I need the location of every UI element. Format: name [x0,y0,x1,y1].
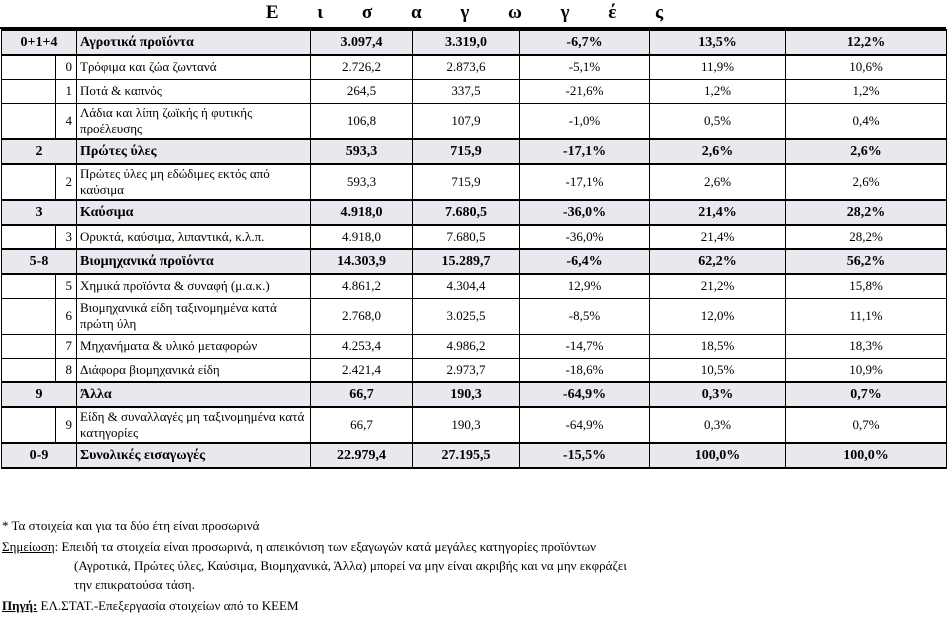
category-code: 5-8 [2,249,77,274]
value-year-2: 7.680,5 [413,200,520,225]
category-row [2,200,947,225]
subcategory-code: 2 [56,164,77,200]
indent-cell [2,407,56,443]
percent-change: -17,1% [520,164,650,200]
share-year-1: 21,4% [650,225,786,249]
percent-change: -17,1% [520,139,650,164]
value-year-1: 66,7 [311,382,413,407]
percent-change: -6,7% [520,30,650,55]
value-year-1: 4.918,0 [311,200,413,225]
source-label: Πηγή: [2,598,38,613]
subcategory-label: Πρώτες ύλες μη εδώδιμες εκτός από καύσιμα [77,164,311,200]
share-year-2: 0,7% [786,382,947,407]
category-code: 0+1+4 [2,30,77,55]
table-row [2,225,947,249]
value-year-1: 22.979,4 [311,443,413,468]
indent-cell [2,103,56,139]
category-code: 2 [2,139,77,164]
table-row [2,103,947,139]
subcategory-label: Ποτά & καπνός [77,79,311,103]
value-year-1: 3.097,4 [311,30,413,55]
value-year-2: 3.025,5 [413,298,520,334]
subcategory-label: Ορυκτά, καύσιμα, λιπαντικά, κ.λ.π. [77,225,311,249]
share-year-1: 2,6% [650,139,786,164]
value-year-1: 4.861,2 [311,274,413,298]
value-year-2: 2.873,6 [413,55,520,79]
value-year-2: 27.195,5 [413,443,520,468]
percent-change: 12,9% [520,274,650,298]
percent-change: -5,1% [520,55,650,79]
share-year-2: 28,2% [786,200,947,225]
remark-text-1: : Επειδή τα στοιχεία είναι προσωρινά, η απεικόνιση των εξαγωγών κατά μεγάλες κατηγορίες προϊόντων [54,539,597,554]
table-row [2,407,947,443]
value-year-1: 593,3 [311,139,413,164]
value-year-2: 3.319,0 [413,30,520,55]
share-year-1: 1,2% [650,79,786,103]
category-code: 0-9 [2,443,77,468]
imports-table [1,29,947,469]
value-year-2: 190,3 [413,382,520,407]
share-year-2: 1,2% [786,79,947,103]
subcategory-code: 6 [56,298,77,334]
remark-line-1 [2,539,596,555]
value-year-2: 107,9 [413,103,520,139]
share-year-1: 12,0% [650,298,786,334]
value-year-1: 66,7 [311,407,413,443]
indent-cell [2,274,56,298]
value-year-1: 264,5 [311,79,413,103]
percent-change: -8,5% [520,298,650,334]
value-year-1: 2.768,0 [311,298,413,334]
table-title: Ε ι σ α γ ω γ έ ς [265,2,681,23]
title-row [0,0,946,29]
value-year-1: 4.253,4 [311,334,413,358]
subcategory-label: Χημικά προϊόντα & συναφή (μ.α.κ.) [77,274,311,298]
subcategory-code: 7 [56,334,77,358]
value-year-1: 4.918,0 [311,225,413,249]
percent-change: -14,7% [520,334,650,358]
table-row [2,274,947,298]
value-year-1: 593,3 [311,164,413,200]
share-year-1: 0,3% [650,382,786,407]
category-row [2,443,947,468]
share-year-1: 2,6% [650,164,786,200]
value-year-1: 2.726,2 [311,55,413,79]
value-year-1: 106,8 [311,103,413,139]
category-label: Βιομηχανικά προϊόντα [77,249,311,274]
subcategory-label: Τρόφιμα και ζώα ζωντανά [77,55,311,79]
table-body [2,30,947,468]
indent-cell [2,358,56,382]
table-row [2,358,947,382]
share-year-1: 0,5% [650,103,786,139]
value-year-2: 7.680,5 [413,225,520,249]
share-year-2: 12,2% [786,30,947,55]
subcategory-code: 0 [56,55,77,79]
value-year-2: 4.304,4 [413,274,520,298]
percent-change: -15,5% [520,443,650,468]
subcategory-label: Βιομηχανικά είδη ταξινομημένα κατά πρώτη ύλη [77,298,311,334]
category-label: Καύσιμα [77,200,311,225]
indent-cell [2,164,56,200]
share-year-2: 28,2% [786,225,947,249]
remark-label: Σημείωση [2,539,55,554]
share-year-2: 56,2% [786,249,947,274]
indent-cell [2,55,56,79]
subcategory-code: 4 [56,103,77,139]
percent-change: -36,0% [520,200,650,225]
share-year-1: 18,5% [650,334,786,358]
subcategory-code: 3 [56,225,77,249]
share-year-1: 21,2% [650,274,786,298]
share-year-1: 10,5% [650,358,786,382]
share-year-1: 62,2% [650,249,786,274]
share-year-1: 11,9% [650,55,786,79]
subcategory-label: Μηχανήματα & υλικό μεταφορών [77,334,311,358]
indent-cell [2,298,56,334]
value-year-1: 14.303,9 [311,249,413,274]
percent-change: -18,6% [520,358,650,382]
category-label: Άλλα [77,382,311,407]
value-year-2: 190,3 [413,407,520,443]
share-year-1: 13,5% [650,30,786,55]
indent-cell [2,225,56,249]
remark-line-3: την επικρατούσα τάση. [74,577,195,592]
category-code: 9 [2,382,77,407]
table-row [2,298,947,334]
share-year-2: 100,0% [786,443,947,468]
table-row [2,55,947,79]
table-row [2,164,947,200]
subcategory-code: 5 [56,274,77,298]
subcategory-code: 9 [56,407,77,443]
subcategory-label: Διάφορα βιομηχανικά είδη [77,358,311,382]
share-year-2: 10,9% [786,358,947,382]
category-row [2,30,947,55]
value-year-2: 715,9 [413,164,520,200]
share-year-2: 11,1% [786,298,947,334]
value-year-1: 2.421,4 [311,358,413,382]
share-year-2: 18,3% [786,334,947,358]
percent-change: -64,9% [520,382,650,407]
percent-change: -36,0% [520,225,650,249]
category-row [2,139,947,164]
share-year-2: 2,6% [786,164,947,200]
remark-line-2: (Αγροτικά, Πρώτες ύλες, Καύσιμα, Βιομηχανικά, Άλλα) μπορεί να μην είναι ακριβής και να μην εκφράζει [74,558,627,573]
subcategory-label: Λάδια και λίπη ζωϊκής ή φυτικής προέλευσης [77,103,311,139]
share-year-2: 0,7% [786,407,947,443]
share-year-2: 15,8% [786,274,947,298]
source-line [2,598,299,614]
subcategory-code: 1 [56,79,77,103]
share-year-1: 100,0% [650,443,786,468]
share-year-1: 21,4% [650,200,786,225]
indent-cell [2,79,56,103]
share-year-1: 0,3% [650,407,786,443]
value-year-2: 2.973,7 [413,358,520,382]
category-label: Αγροτικά προϊόντα [77,30,311,55]
category-label: Συνολικές εισαγωγές [77,443,311,468]
value-year-2: 15.289,7 [413,249,520,274]
percent-change: -64,9% [520,407,650,443]
percent-change: -1,0% [520,103,650,139]
source-text: ΕΛ.ΣΤΑΤ.-Επεξεργασία στοιχείων από το ΚΕΕΜ [37,598,299,613]
category-row [2,249,947,274]
table-row [2,334,947,358]
subcategory-label: Είδη & συναλλαγές μη ταξινομημένα κατά κατηγορίες [77,407,311,443]
table-row [2,79,947,103]
category-row [2,382,947,407]
percent-change: -6,4% [520,249,650,274]
share-year-2: 0,4% [786,103,947,139]
category-code: 3 [2,200,77,225]
share-year-2: 10,6% [786,55,947,79]
category-label: Πρώτες ύλες [77,139,311,164]
indent-cell [2,334,56,358]
percent-change: -21,6% [520,79,650,103]
value-year-2: 4.986,2 [413,334,520,358]
subcategory-code: 8 [56,358,77,382]
share-year-2: 2,6% [786,139,947,164]
value-year-2: 337,5 [413,79,520,103]
provisional-note: * Τα στοιχεία και για τα δύο έτη είναι προσωρινά [2,518,260,533]
value-year-2: 715,9 [413,139,520,164]
